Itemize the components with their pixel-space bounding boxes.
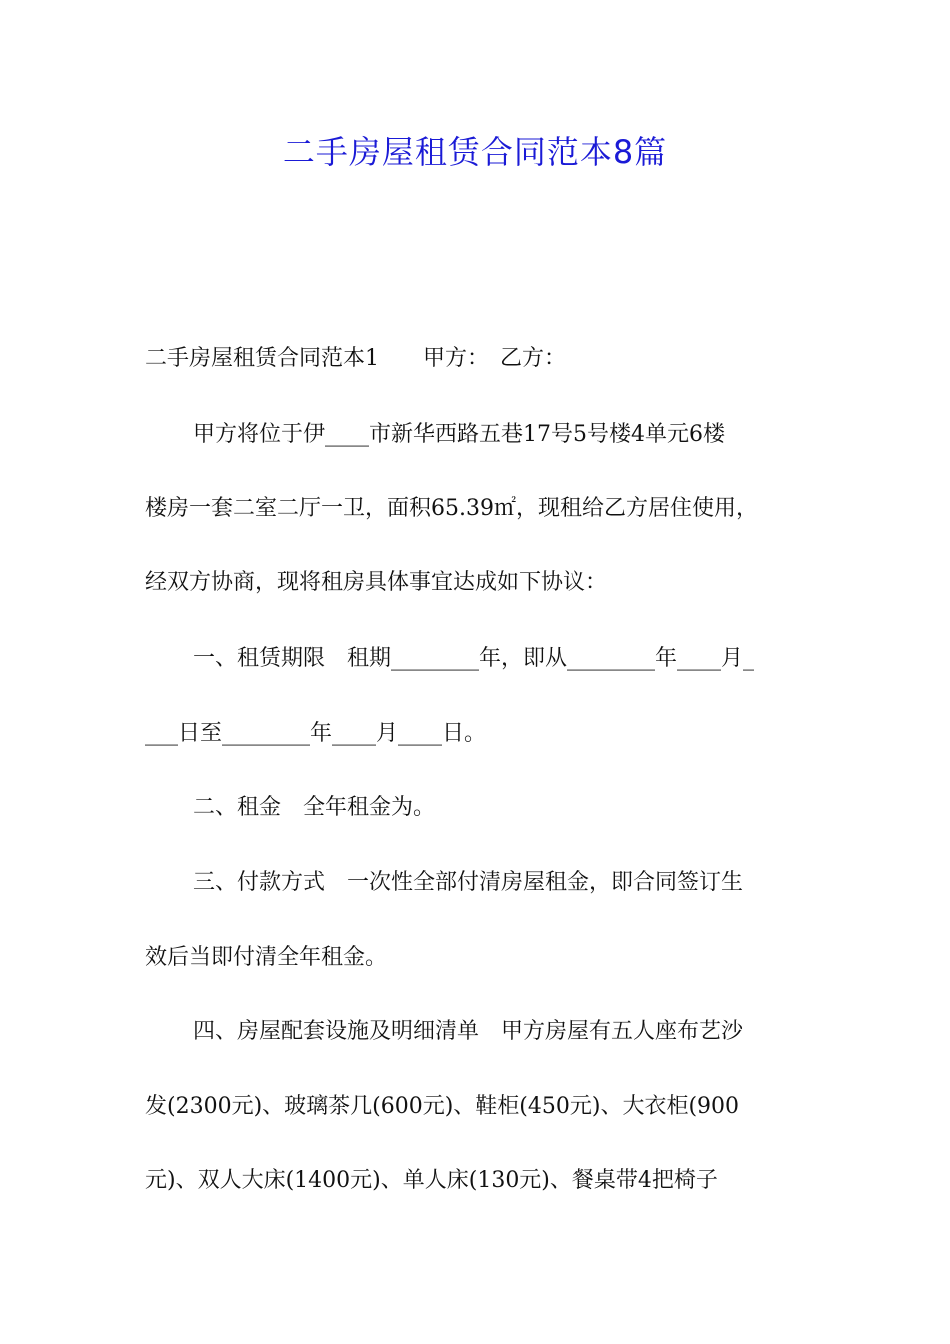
clause-lease-term: 一、租赁期限 租期________年，即从________年____月_ (193, 646, 755, 671)
paragraph-line: 发(2300元)、玻璃茶几(600元)、鞋柜(450元)、大衣柜(900 (145, 1094, 740, 1119)
paragraph-line: 效后当即付清全年租金。 (145, 945, 388, 970)
paragraph-line: 经双方协商，现将租房具体事宜达成如下协议： (145, 570, 608, 595)
clause-facilities: 四、房屋配套设施及明细清单 甲方房屋有五人座布艺沙 (193, 1019, 744, 1044)
clause-payment: 三、付款方式 一次性全部付清房屋租金，即合同签订生 (193, 870, 744, 895)
document-title: 二手房屋租赁合同范本8篇 (282, 133, 668, 171)
paragraph-line: 元)、双人大床(1400元)、单人床(130元)、餐桌带4把椅子 (145, 1168, 718, 1193)
paragraph-line: 甲方将位于伊____市新华西路五巷17号5号楼4单元6楼 (193, 422, 725, 447)
clause-rent: 二、租金 全年租金为。 (193, 795, 436, 820)
paragraph-line: ___日至________年____月____日。 (145, 721, 487, 746)
contract-heading-line: 二手房屋租赁合同范本1 甲方： 乙方： (145, 346, 566, 371)
paragraph-line: 楼房一套二室二厅一卫，面积65.39㎡，现租给乙方居住使用， (145, 496, 758, 521)
